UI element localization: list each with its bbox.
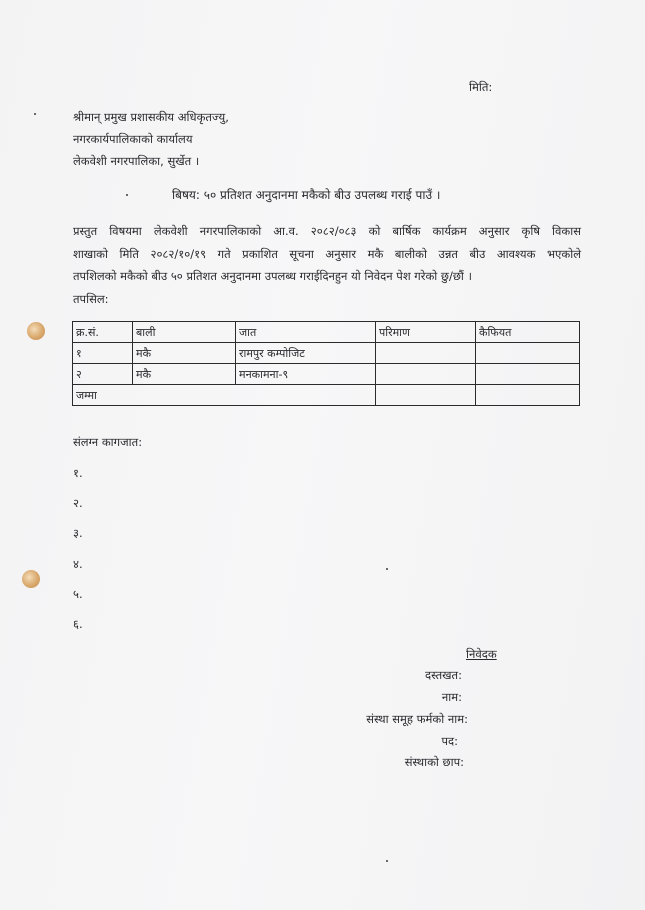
scan-speck (386, 860, 388, 862)
scan-speck (34, 113, 36, 115)
table-row (73, 343, 580, 364)
body-paragraph (73, 220, 581, 288)
table-row (73, 364, 580, 385)
attachment-item: १. (73, 466, 83, 480)
cell-quantity (376, 343, 476, 364)
signature-field: दस्तखत: (425, 668, 462, 682)
attachment-item: २. (73, 496, 83, 510)
cell-crop: मकै (133, 364, 236, 385)
cell-total-label: जम्मा (73, 385, 376, 406)
punch-hole-bottom (22, 570, 40, 588)
cell-total-remarks (476, 385, 580, 406)
date-label: मिति: (469, 80, 493, 94)
attachments-label: संलग्न कागजात: (73, 435, 143, 449)
recipient-line-3: लेकवेशी नगरपालिका, सुर्खेत । (73, 154, 200, 168)
subject-line: बिषय: ५० प्रतिशत अनुदानमा मकैको बीउ उपलब्ध गराई पाउँ । (172, 188, 441, 202)
cell-variety: मनकामना-९ (236, 364, 376, 385)
attachment-item: ६. (73, 617, 83, 631)
cell-serial: १ (73, 343, 133, 364)
name-field: नाम: (441, 690, 462, 704)
details-label: तपसिल: (73, 292, 109, 306)
cell-serial: २ (73, 364, 133, 385)
body-line-1: प्रस्तुत विषयमा लेकवेशी नगरपालिकाको आ.व. २०८२/०८३ को बार्षिक कार्यक्रम अनुसार कृषि विकास (73, 224, 581, 238)
col-header-variety: जात (236, 322, 376, 343)
attachment-item: ३. (73, 526, 83, 540)
attachment-item: ५. (73, 587, 83, 601)
cell-remarks (476, 364, 580, 385)
col-header-quantity: परिमाण (376, 322, 476, 343)
cell-crop: मकै (133, 343, 236, 364)
body-line-2: शाखाको मिति २०८२/१०/१९ गते प्रकाशित सूचना अनुसार मकै बालीको उन्नत बीउ आवश्यक भएकोले (73, 246, 581, 261)
table-header-row (73, 322, 580, 343)
col-header-crop: बाली (133, 322, 236, 343)
col-header-remarks: कैफियत (476, 322, 580, 343)
body-line-3: तपशिलको मकैको बीउ ५० प्रतिशत अनुदानमा उपलब्ध गराईदिनहुन यो निवेदन पेश गरेको छु/छौं । (73, 269, 472, 283)
cell-remarks (476, 343, 580, 364)
cell-variety: रामपुर कम्पोजिट (236, 343, 376, 364)
col-header-serial: क्र.सं. (73, 322, 133, 343)
organization-name-field: संस्था समूह फर्मको नाम: (366, 712, 468, 726)
scan-speck (386, 568, 388, 570)
recipient-line-2: नगरकार्यपालिकाको कार्यालय (73, 132, 193, 146)
position-field: पद: (441, 734, 458, 748)
recipient-line-1: श्रीमान् प्रमुख प्रशासकीय अधिकृतज्यु, (73, 110, 229, 124)
cell-quantity (376, 364, 476, 385)
table-total-row (73, 385, 580, 406)
seed-request-table (72, 321, 580, 406)
scan-speck (126, 194, 128, 196)
applicant-heading: निवेदक (466, 647, 497, 661)
organization-stamp-field: संस्थाको छाप: (404, 755, 464, 769)
attachment-item: ४. (73, 557, 83, 571)
punch-hole-top (27, 322, 45, 340)
cell-total-quantity (376, 385, 476, 406)
